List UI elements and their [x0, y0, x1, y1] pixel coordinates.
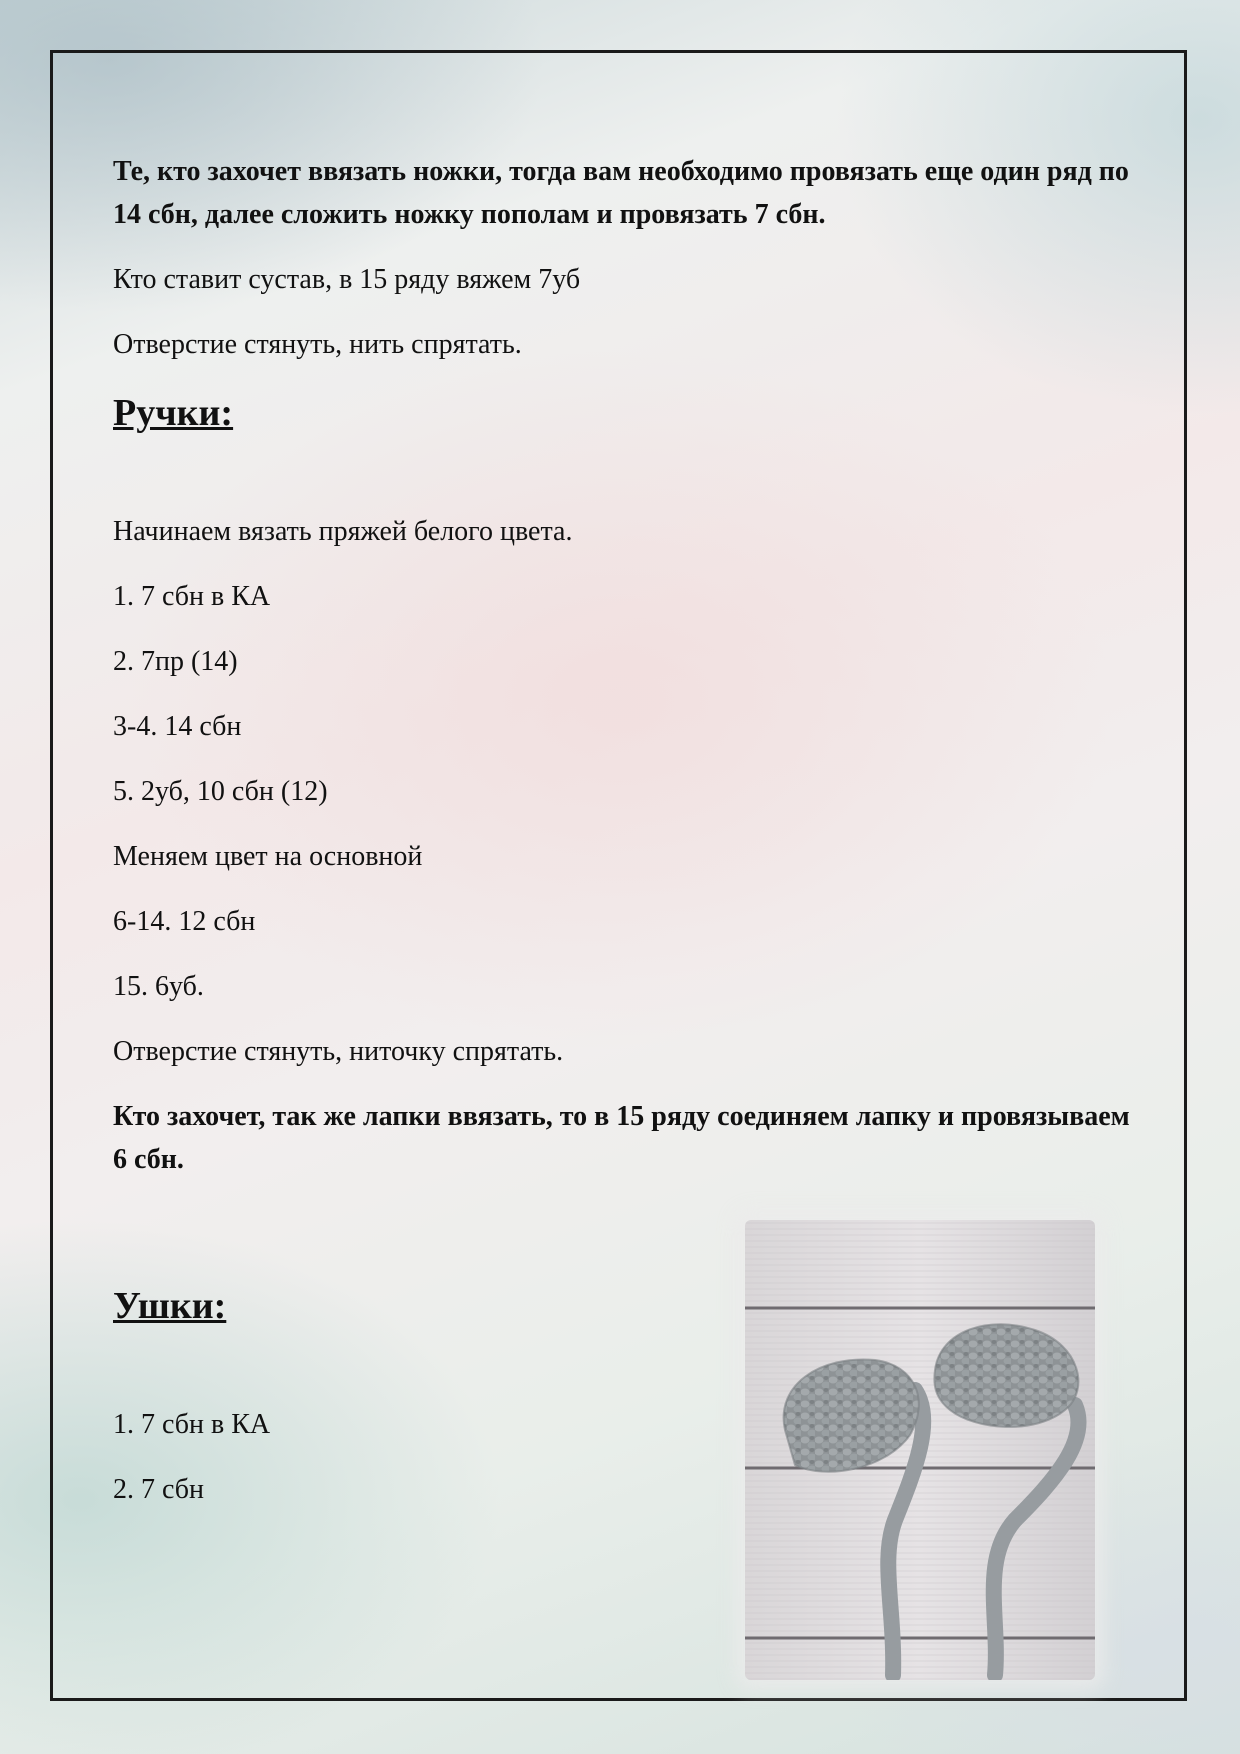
- arms-start: Начинаем вязать пряжей белого цвета.: [113, 516, 573, 547]
- arms-row-6: 15. 6уб.: [113, 971, 204, 1002]
- legs-note: Те, кто захочет ввязать ножки, тогда вам необходимо провязать еще один ряд по 14 сбн, далее сложить ножку пополам и провязать 7 сбн.: [113, 156, 1129, 230]
- ears-photo: [745, 1220, 1095, 1680]
- arms-row-3: 3-4. 14 сбн: [113, 711, 242, 742]
- arms-heading: Ручки:: [113, 392, 234, 434]
- ears-row-1: 1. 7 сбн в КА: [113, 1409, 271, 1440]
- joint-note: Кто ставит сустав, в 15 ряду вяжем 7уб: [113, 264, 581, 295]
- paws-note: Кто захочет, так же лапки ввязать, то в 15 ряду соединяем лапку и провязываем 6 сбн.: [113, 1101, 1130, 1175]
- arms-row-1: 1. 7 сбн в КА: [113, 581, 271, 612]
- ears-row-2: 2. 7 сбн: [113, 1474, 204, 1505]
- ears-heading: Ушки:: [113, 1285, 227, 1327]
- arms-row-2: 2. 7пр (14): [113, 646, 238, 677]
- finish-note: Отверстие стянуть, нить спрятать.: [113, 329, 522, 360]
- arms-finish: Отверстие стянуть, ниточку спрятать.: [113, 1036, 564, 1067]
- arms-row-4: 5. 2уб, 10 сбн (12): [113, 776, 328, 807]
- arms-color-change: Меняем цвет на основной: [113, 841, 423, 872]
- arms-row-5: 6-14. 12 сбн: [113, 906, 256, 937]
